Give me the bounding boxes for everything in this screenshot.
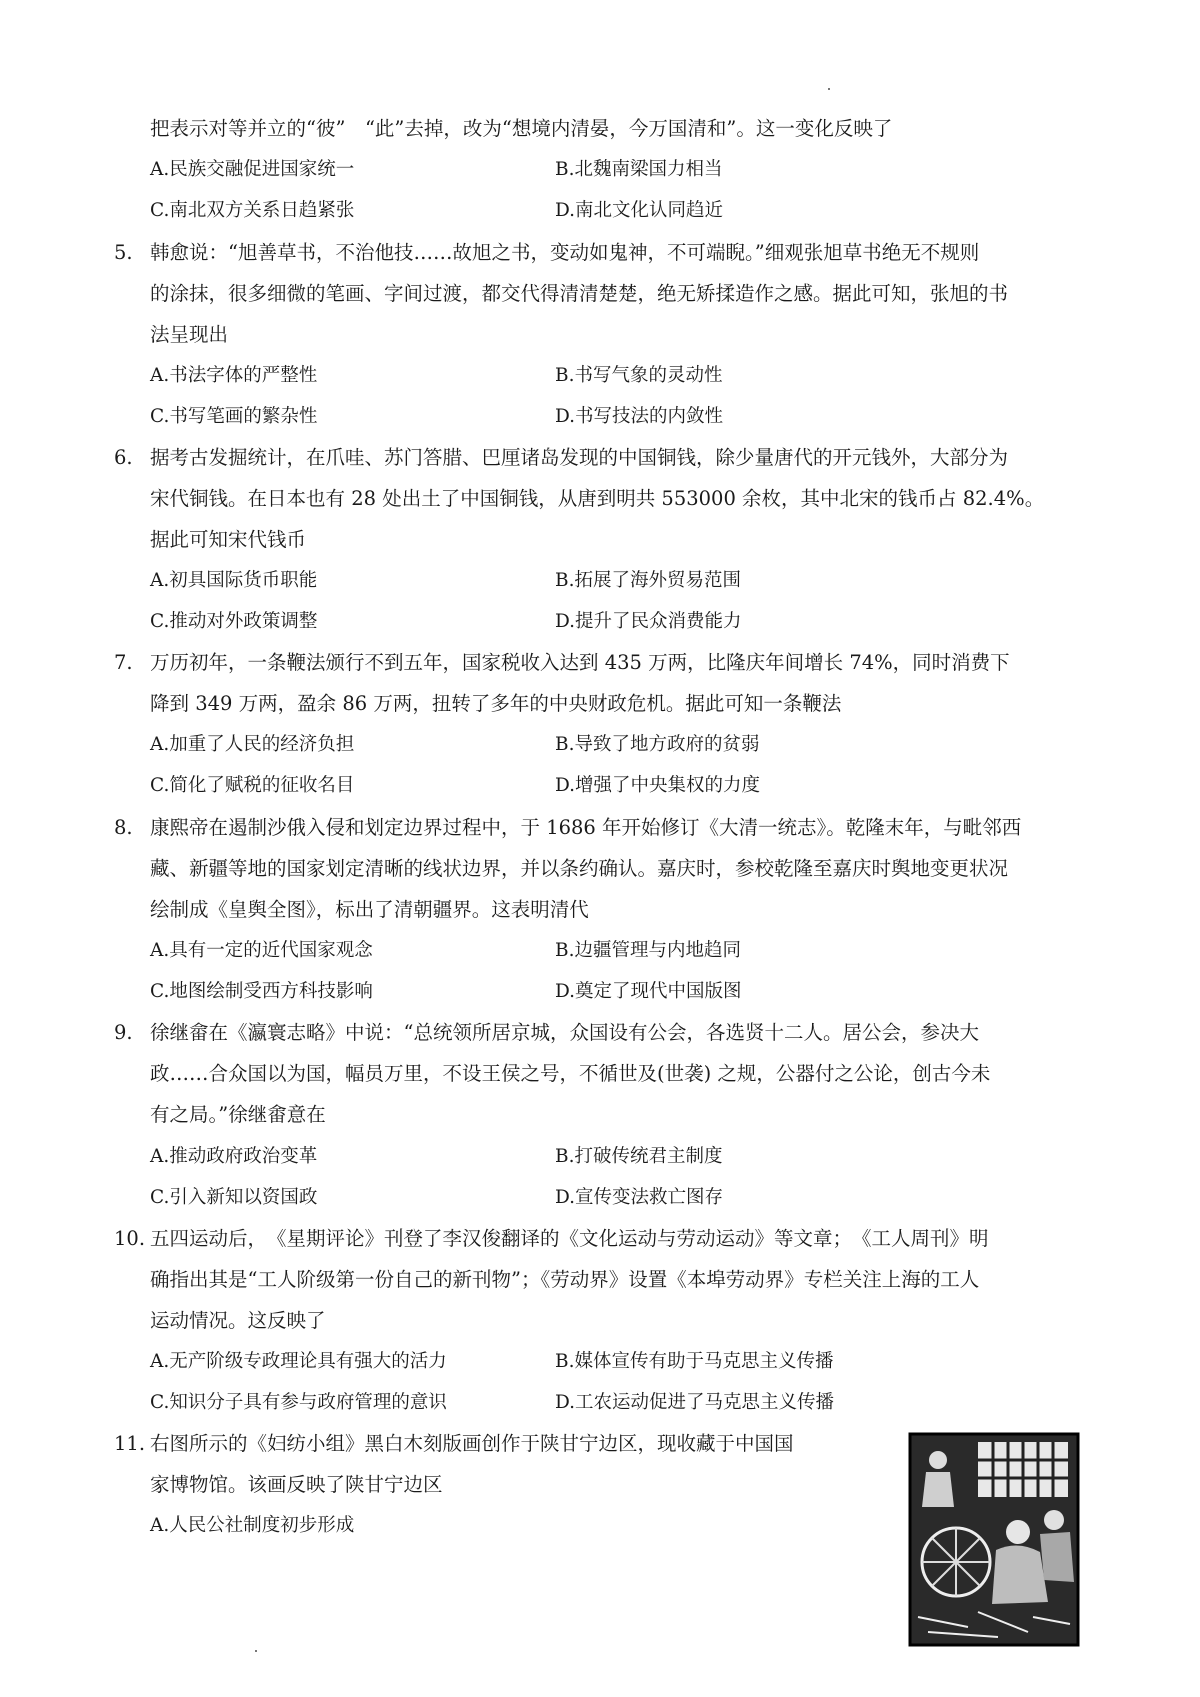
q7-number: 7. — [114, 651, 133, 674]
q10-option-d: D.工农运动促进了马克思主义传播 — [555, 1392, 835, 1413]
scan-speck — [255, 1650, 257, 1652]
q5-stem-line-3: 法呈现出 — [150, 323, 229, 346]
q9-option-a: A.推动政府政治变革 — [150, 1146, 318, 1167]
q10-stem-line-3: 运动情况。这反映了 — [150, 1309, 326, 1332]
q6-option-a: A.初具国际货币职能 — [150, 570, 318, 591]
q7-option-d: D.增强了中央集权的力度 — [555, 775, 761, 796]
q10-option-a: A.无产阶级专政理论具有强大的活力 — [150, 1351, 447, 1372]
q7-stem-line-2: 降到 349 万两，盈余 86 万两，扭转了多年的中央财政危机。据此可知一条鞭法 — [150, 692, 842, 715]
q5-stem-line-1: 5. 韩愈说：“旭善草书，不治他技……故旭之书，变动如鬼神，不可端睨。”细观张旭草书绝无不规则 — [114, 239, 1104, 267]
q6-stem-line-1: 6. 据考古发掘统计，在爪哇、苏门答腊、巴厘诸岛发现的中国铜钱，除少量唐代的开元钱外，大部分为 — [114, 444, 1104, 472]
q4-option-b: B.北魏南梁国力相当 — [555, 159, 723, 180]
q10-option-b: B.媒体宣传有助于马克思主义传播 — [555, 1351, 834, 1372]
q5-option-d: D.书写技法的内敛性 — [555, 406, 724, 427]
woodcut-print-icon — [908, 1432, 1080, 1647]
q10-number: 10. — [114, 1227, 146, 1250]
q11-option-a: A.人民公社制度初步形成 — [150, 1515, 355, 1536]
q8-option-d: D.奠定了现代中国版图 — [555, 981, 742, 1002]
q8-option-c: C.地图绘制受西方科技影响 — [150, 981, 373, 1002]
q9-stem-line-3: 有之局。”徐继畬意在 — [150, 1103, 326, 1126]
q9-option-b: B.打破传统君主制度 — [555, 1146, 723, 1167]
q7-option-a: A.加重了人民的经济负担 — [150, 734, 355, 755]
woodcut-print-image — [908, 1432, 1080, 1647]
q7-stem-line-1: 7. 万历初年，一条鞭法颁行不到五年，国家税收入达到 435 万两，比隆庆年间增长 74%，同时消费下 — [114, 649, 1104, 677]
q9-option-d: D.宣传变法救亡图存 — [555, 1187, 724, 1208]
q8-stem-line-1: 8. 康熙帝在遏制沙俄入侵和划定边界过程中，于 1686 年开始修订《大清一统志》。乾隆末年，与毗邻西 — [114, 814, 1104, 842]
q4-option-a: A.民族交融促进国家统一 — [150, 159, 355, 180]
q8-stem-line-3: 绘制成《皇舆全图》，标出了清朝疆界。这表明清代 — [150, 898, 589, 921]
q8-option-a: A.具有一定的近代国家观念 — [150, 940, 373, 961]
q7-option-c: C.简化了赋税的征收名目 — [150, 775, 355, 796]
q5-number: 5. — [114, 241, 133, 264]
q10-stem-line-1: 10. 五四运动后， 《星期评论》刊登了李汉俊翻译的《文化运动与劳动运动》等文章； 《工人周刊》明 — [114, 1225, 1104, 1253]
q11-number: 11. — [114, 1432, 146, 1455]
q7-option-b: B.导致了地方政府的贫弱 — [555, 734, 760, 755]
q8-option-b: B.边疆管理与内地趋同 — [555, 940, 741, 961]
q6-number: 6. — [114, 446, 133, 469]
q9-stem-line-2: 政……合众国以为国，幅员万里，不设王侯之号，不循世及(世袭) 之规，公器付之公论，创古今未 — [150, 1062, 991, 1085]
q6-stem-line-2: 宋代铜钱。在日本也有 28 处出土了中国铜钱，从唐到明共 553000 余枚，其中北宋的钱币占 82.4%。 — [150, 487, 1045, 510]
q9-number: 9. — [114, 1021, 133, 1044]
q8-number: 8. — [114, 816, 133, 839]
q4-option-c: C.南北双方关系日趋紧张 — [150, 200, 355, 221]
q5-option-c: C.书写笔画的繁杂性 — [150, 406, 318, 427]
q5-option-b: B.书写气象的灵动性 — [555, 365, 723, 386]
q6-option-c: C.推动对外政策调整 — [150, 611, 318, 632]
q9-stem-line-1: 9. 徐继畲在《瀛寰志略》中说：“总统领所居京城，众国设有公会，各选贤十二人。居公会，参决大 — [114, 1019, 1104, 1047]
q6-option-b: B.拓展了海外贸易范围 — [555, 570, 741, 591]
q8-stem-line-2: 藏、新疆等地的国家划定清晰的线状边界，并以条约确认。嘉庆时，参校乾隆至嘉庆时舆地变更状况 — [150, 857, 1009, 880]
q4-option-d: D.南北文化认同趋近 — [555, 200, 724, 221]
scan-speck — [828, 88, 830, 90]
q9-option-c: C.引入新知以资国政 — [150, 1187, 318, 1208]
q6-option-d: D.提升了民众消费能力 — [555, 611, 742, 632]
q11-stem-line-1: 11. 右图所示的《妇纺小组》黑白木刻版画创作于陕甘宁边区，现收藏于中国国 — [114, 1430, 1104, 1458]
q10-option-c: C.知识分子具有参与政府管理的意识 — [150, 1392, 447, 1413]
q6-stem-line-3: 据此可知宋代钱币 — [150, 528, 307, 551]
q10-stem-line-2: 确指出其是“工人阶级第一份自己的新刊物”；《劳动界》设置《本埠劳动界》专栏关注上海的工人 — [150, 1268, 980, 1291]
q4-stem-tail: 把表示对等并立的“彼” “此”去掉，改为“想境内清晏，今万国清和”。这一变化反映了 — [150, 117, 893, 140]
q11-stem-line-2: 家博物馆。该画反映了陕甘宁边区 — [150, 1473, 443, 1496]
q5-stem-line-2: 的涂抹，很多细微的笔画、字间过渡，都交代得清清楚楚，绝无矫揉造作之感。据此可知，张旭的书 — [150, 282, 1009, 305]
q5-option-a: A.书法字体的严整性 — [150, 365, 318, 386]
